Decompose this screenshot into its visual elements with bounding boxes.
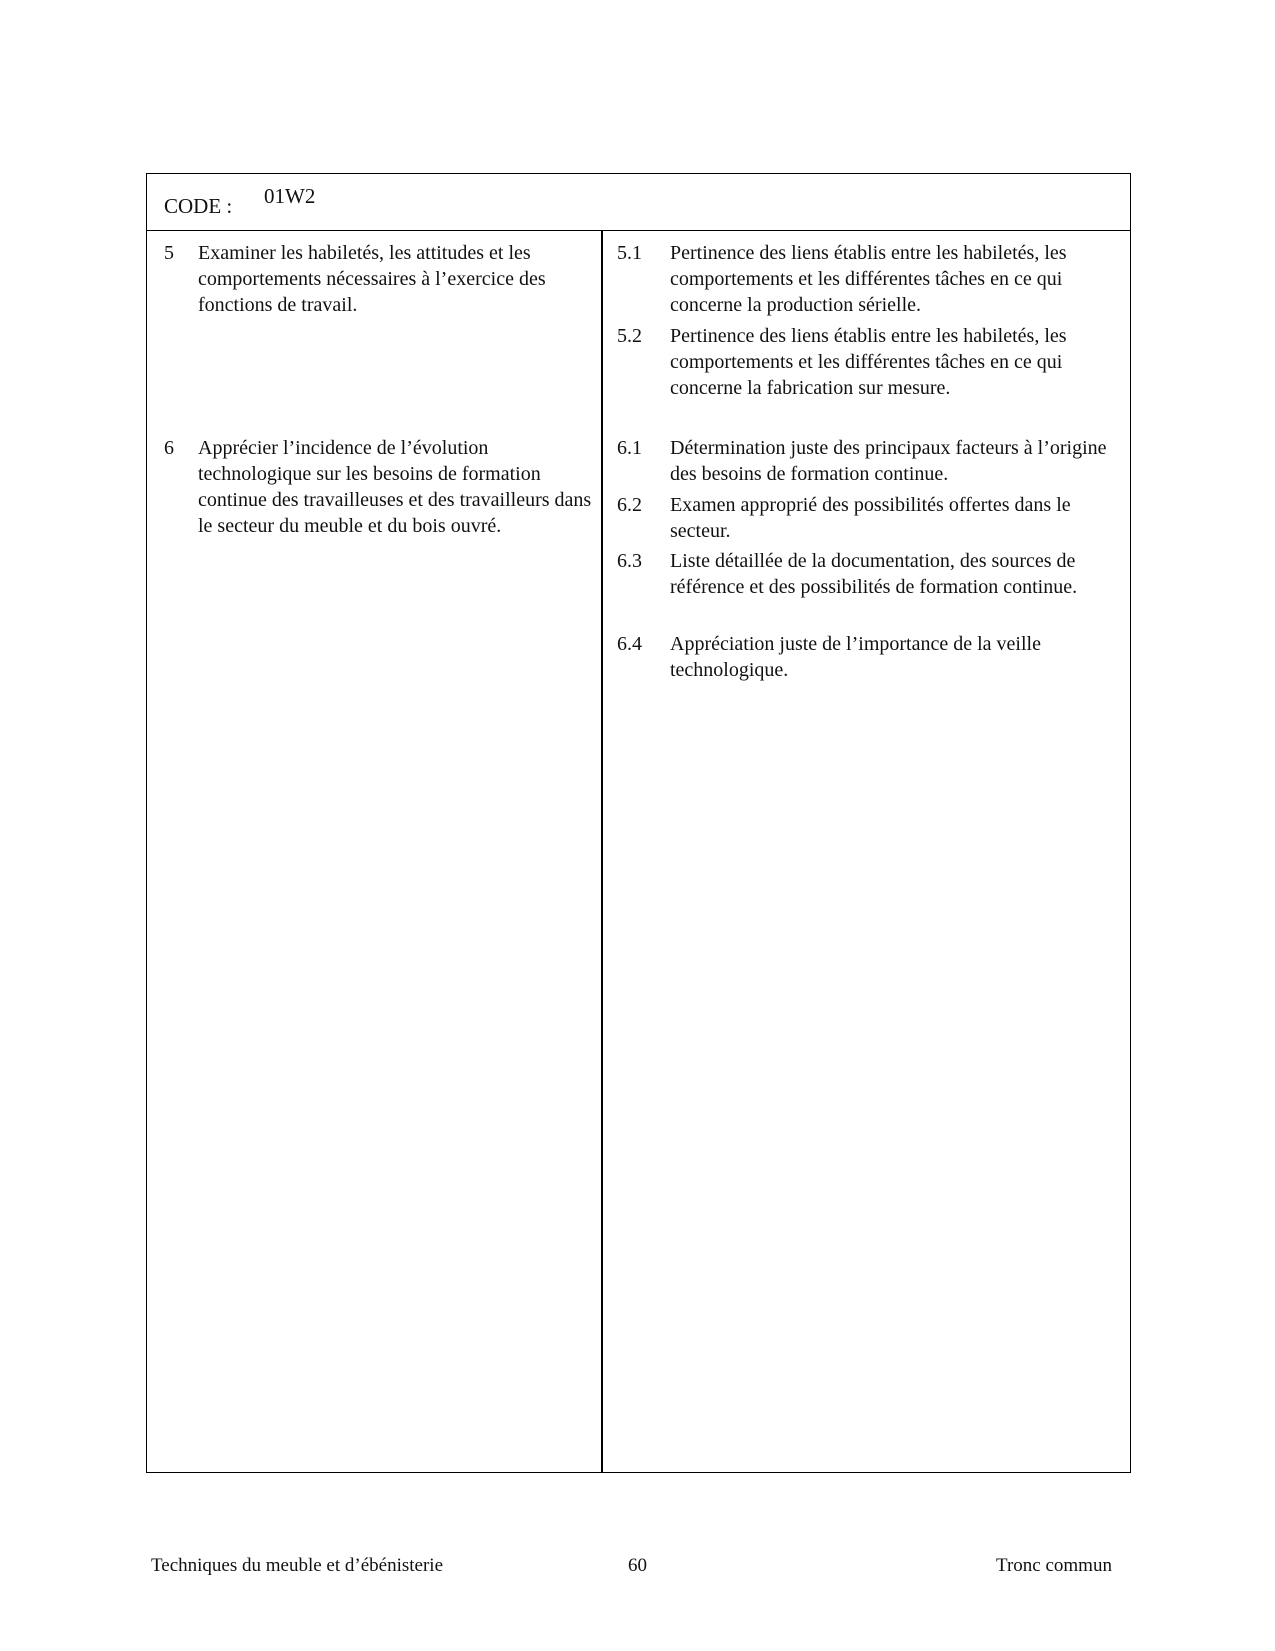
element-number: 6	[164, 437, 174, 459]
footer-section: Tronc commun	[996, 1555, 1112, 1576]
criterion-6-2	[617, 492, 1117, 544]
criterion-6-3	[617, 548, 1117, 600]
criterion-text: Détermination juste des principaux facteurs à l’origine des besoins de formation continue.	[670, 437, 1107, 485]
criterion-5-1	[617, 240, 1117, 318]
criterion-6-1	[617, 435, 1117, 487]
criterion-text: Pertinence des liens établis entre les habiletés, les comportements et les différentes tâches en ce qui concerne la fabrication sur mesure.	[670, 325, 1067, 399]
element-text: Examiner les habiletés, les attitudes et les comportements nécessaires à l’exercice des fonctions de travail.	[198, 242, 546, 316]
criterion-number: 6.4	[617, 633, 642, 655]
element-text: Apprécier l’incidence de l’évolution technologique sur les besoins de formation continue des travailleuses et des travailleurs dans le secteur du meuble et du bois ouvré.	[198, 437, 592, 537]
criterion-text: Pertinence des liens établis entre les habiletés, les comportements et les différentes tâches en ce qui concerne la production sérielle.	[670, 242, 1067, 316]
criterion-6-4	[617, 631, 1117, 683]
element-number: 5	[164, 242, 174, 264]
criterion-number: 6.3	[617, 550, 642, 572]
criterion-text: Liste détaillée de la documentation, des sources de référence et des possibilités de formation continue.	[670, 550, 1078, 598]
criterion-text: Appréciation juste de l’importance de la veille technologique.	[670, 633, 1041, 681]
competency-table	[146, 173, 1131, 1473]
element-5	[164, 240, 594, 318]
criterion-text: Examen approprié des possibilités offertes dans le secteur.	[670, 494, 1071, 542]
criterion-5-2	[617, 323, 1117, 401]
code-value: 01W2	[264, 184, 316, 208]
criterion-number: 6.1	[617, 437, 642, 459]
footer-program: Techniques du meuble et d’ébénisterie	[151, 1555, 444, 1576]
criterion-number: 6.2	[617, 494, 642, 516]
footer-page-number: 60	[628, 1555, 647, 1576]
code-label: CODE :	[164, 194, 233, 218]
criterion-number: 5.1	[617, 242, 642, 264]
criterion-number: 5.2	[617, 325, 642, 347]
code-row	[147, 174, 1130, 231]
column-divider	[601, 231, 603, 1472]
element-6	[164, 435, 594, 539]
